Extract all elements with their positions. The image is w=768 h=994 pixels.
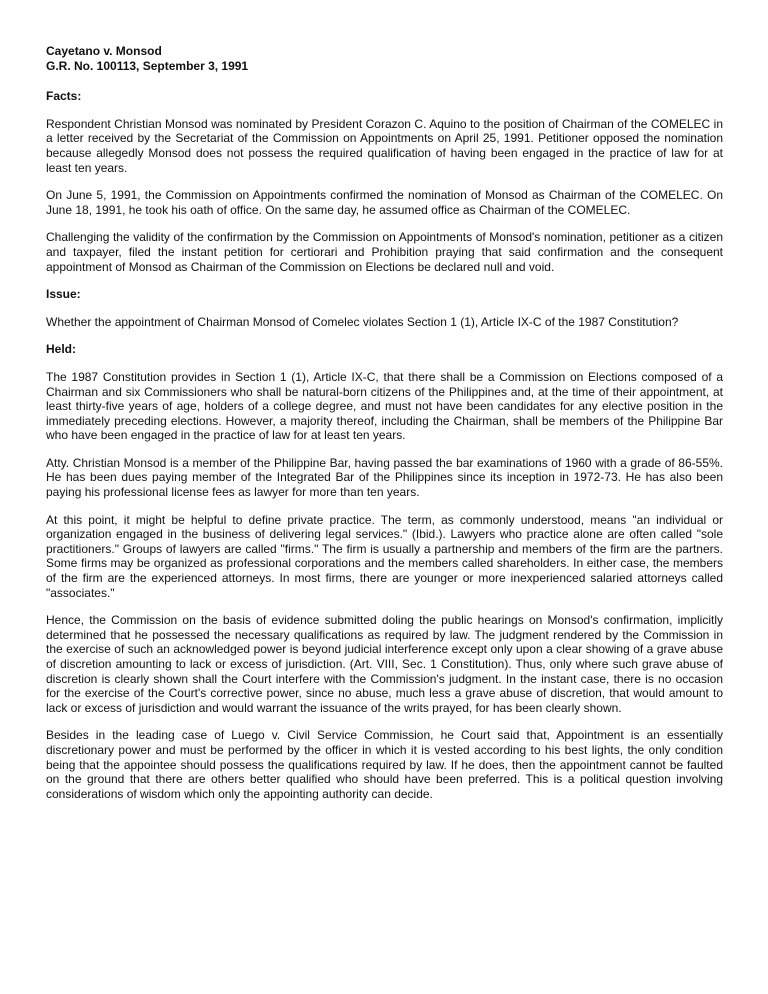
facts-paragraph: Challenging the validity of the confirmation by the Commission on Appointments of Monsod's nomination, petitioner as a citizen and taxpayer, filed the instant petition for certiorari and Prohibition praying that said confirmation and the consequent appointment of Monsod as Chairman of the Commission on Elections be declared null and void. — [46, 230, 723, 274]
held-heading: Held: — [46, 342, 76, 357]
document-page — [46, 44, 723, 801]
facts-paragraph: On June 5, 1991, the Commission on Appointments confirmed the nomination of Monsod as Chairman of the COMELEC. On June 18, 1991, he took his oath of office. On the same day, he assumed office as Chairman of the COMELEC. — [46, 188, 723, 217]
case-title: Cayetano v. Monsod — [46, 44, 162, 58]
facts-heading: Facts: — [46, 89, 82, 104]
held-paragraph: The 1987 Constitution provides in Section 1 (1), Article IX-C, that there shall be a Commission on Elections composed of a Chairman and six Commissioners who shall be natural-born citizens of the Philippines and, at the time of their appointment, at least thirty-five years of age, holders of a college degree, and must not have been candidates for any elective position in the immediately preceding elections. However, a majority thereof, including the Chairman, shall be members of the Philippine Bar who have been engaged in the practice of law for at least ten years. — [46, 369, 723, 443]
held-paragraph: Atty. Christian Monsod is a member of the Philippine Bar, having passed the bar examinations of 1960 with a grade of 86-55%. He has been dues paying member of the Integrated Bar of the Philippines since its inception in 1972-73. He has also been paying his professional license fees as lawyer for more than ten years. — [46, 455, 723, 500]
issue-heading: Issue: — [46, 287, 81, 302]
held-paragraph: Besides in the leading case of Luego v. Civil Service Commission, he Court said that, Appointment is an essentially discretionary power and must be performed by the officer in which it is vested according to his best lights, the only condition being that the appointee should possess the qualifications required by law. If he does, then the appointment cannot be faulted on the ground that there are others better qualified who should have been preferred. This is a political question involving considerations of wisdom which only the appointing authority can decide. — [46, 728, 723, 801]
facts-paragraph: Respondent Christian Monsod was nominated by President Corazon C. Aquino to the position of Chairman of the COMELEC in a letter received by the Secretariat of the Commission on Appointments on April 25, 1991. Petitioner opposed the nomination because allegedly Monsod does not possess the required qualification of having been engaged in the practice of law for at least ten years. — [46, 116, 723, 175]
issue-paragraph: Whether the appointment of Chairman Monsod of Comelec violates Section 1 (1), Article IX-C of the 1987 Constitution? — [46, 314, 679, 329]
held-paragraph: At this point, it might be helpful to define private practice. The term, as commonly understood, means "an individual or organization engaged in the business of delivering legal services." (Ibid.). Lawyers who practice alone are often called "sole practitioners." Groups of lawyers are called "firms." The firm is usually a partnership and members of the firm are the partners. Some firms may be organized as professional corporations and the members called shareholders. In either case, the members of the firm are the experienced attorneys. In most firms, there are younger or more inexperienced salaried attorneys called "associates." — [46, 512, 723, 600]
case-citation: G.R. No. 100113, September 3, 1991 — [46, 58, 249, 73]
held-paragraph: Hence, the Commission on the basis of evidence submitted doling the public hearings on Monsod's confirmation, implicitly determined that he possessed the necessary qualifications as required by law. The judgment rendered by the Commission in the exercise of such an acknowledged power is beyond judicial interference except only upon a clear showing of a grave abuse of discretion amounting to lack or excess of jurisdiction. (Art. VIII, Sec. 1 Constitution). Thus, only where such grave abuse of discretion is clearly shown shall the Court interfere with the Commission's judgment. In the instant case, there is no occasion for the exercise of the Court's corrective power, since no abuse, much less a grave abuse of discretion, that would amount to lack or excess of jurisdiction and would warrant the issuance of the writs prayed, for has been clearly shown. — [46, 613, 723, 715]
